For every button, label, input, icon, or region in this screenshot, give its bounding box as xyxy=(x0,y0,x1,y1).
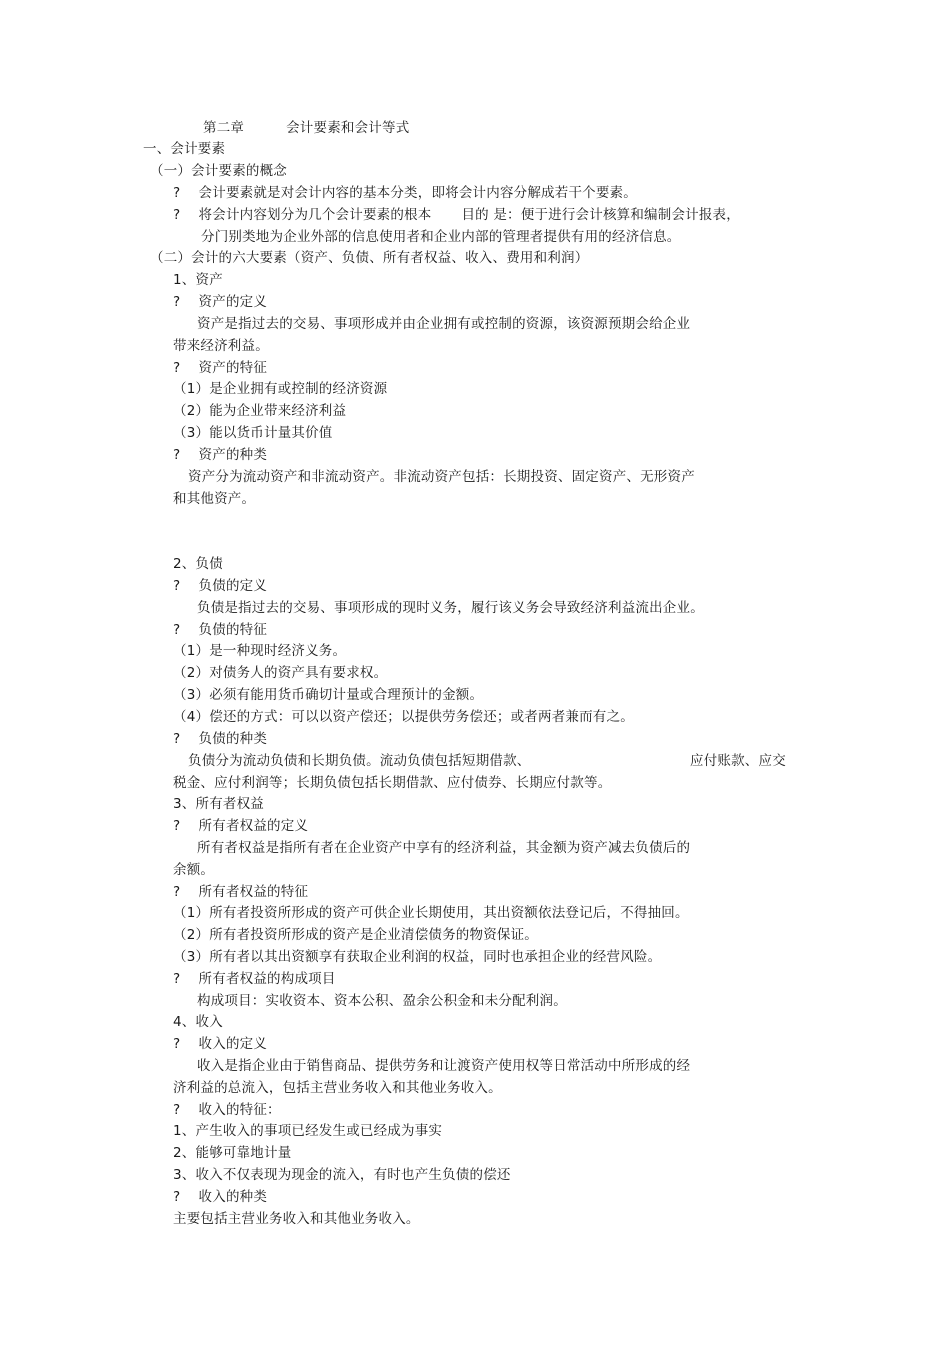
bullet-line: ? 收入的定义 xyxy=(173,1036,268,1052)
paragraph-line: 资产分为流动资产和非流动资产。非流动资产包括：长期投资、固定资产、无形资产 xyxy=(188,469,695,485)
item-heading: 2、负债 xyxy=(173,556,223,572)
bullet-line xyxy=(173,206,740,224)
chapter-name: 会计要素和会计等式 xyxy=(286,120,410,136)
list-item: （2）能为企业带来经济利益 xyxy=(173,403,347,419)
paragraph-line: 余额。 xyxy=(173,862,215,878)
paragraph-line: 济利益的总流入，包括主营业务收入和其他业务收入。 xyxy=(173,1080,502,1096)
bullet-text: ? 将会计内容划分为几个会计要素的根本 xyxy=(173,207,432,223)
bullet-line: ? 收入的特征： xyxy=(173,1102,281,1118)
item-heading: 4、收入 xyxy=(173,1014,223,1030)
bullet-line: ? 收入的种类 xyxy=(173,1189,268,1205)
bullet-line: ? 所有者权益的构成项目 xyxy=(173,971,336,987)
paragraph-line-tail: 应付账款、应交 xyxy=(690,753,786,769)
list-item: （3）能以货币计量其价值 xyxy=(173,425,333,441)
bullet-line: ? 资产的种类 xyxy=(173,447,268,463)
paragraph-line: 构成项目：实收资本、资本公积、盈余公积金和未分配利润。 xyxy=(197,993,567,1009)
bullet-line: ? 会计要素就是对会计内容的基本分类，即将会计内容分解成若干个要素。 xyxy=(173,185,637,201)
paragraph-line: 分门别类地为企业外部的信息使用者和企业内部的管理者提供有用的经济信息。 xyxy=(201,229,681,245)
bullet-text-continued: 目的 是：便于进行会计核算和编制会计报表， xyxy=(461,207,740,223)
bullet-line: ? 所有者权益的定义 xyxy=(173,818,309,834)
list-item: （2）对债务人的资产具有要求权。 xyxy=(173,665,388,681)
bullet-line: ? 资产的定义 xyxy=(173,294,268,310)
paragraph-line: 负债是指过去的交易、事项形成的现时义务，履行该义务会导致经济利益流出企业。 xyxy=(197,600,704,616)
subsection-heading: （二）会计的六大要素（资产、负债、所有者权益、收入、费用和利润） xyxy=(150,250,589,266)
bullet-line: ? 负债的定义 xyxy=(173,578,268,594)
list-item: （1）所有者投资所形成的资产可供企业长期使用，其出资额依法登记后，不得抽回。 xyxy=(173,905,689,921)
list-item: （1）是一种现时经济义务。 xyxy=(173,643,347,659)
paragraph-line: 税金、应付利润等；长期负债包括长期借款、应付债券、长期应付款等。 xyxy=(173,775,612,791)
list-item: （4）偿还的方式：可以以资产偿还；以提供劳务偿还；或者两者兼而有之。 xyxy=(173,709,634,725)
chapter-title xyxy=(203,119,409,137)
subsection-heading: （一）会计要素的概念 xyxy=(150,163,287,179)
item-heading: 3、所有者权益 xyxy=(173,796,264,812)
chapter-number: 第二章 xyxy=(203,120,245,136)
bullet-line: ? 资产的特征 xyxy=(173,360,268,376)
item-heading: 1、资产 xyxy=(173,272,223,288)
paragraph-line: 带来经济利益。 xyxy=(173,338,269,354)
paragraph-line: 所有者权益是指所有者在企业资产中享有的经济利益，其金额为资产减去负债后的 xyxy=(197,840,691,856)
list-item: 1、产生收入的事项已经发生或已经成为事实 xyxy=(173,1123,443,1139)
bullet-line: ? 负债的种类 xyxy=(173,731,268,747)
list-item: （3）必须有能用货币确切计量或合理预计的金额。 xyxy=(173,687,484,703)
bullet-line: ? 负债的特征 xyxy=(173,622,268,638)
paragraph-line: 和其他资产。 xyxy=(173,491,256,507)
paragraph-line: 负债分为流动负债和长期负债。流动负债包括短期借款、 xyxy=(188,753,531,769)
bullet-line: ? 所有者权益的特征 xyxy=(173,884,309,900)
list-item: （2）所有者投资所形成的资产是企业清偿债务的物资保证。 xyxy=(173,927,538,943)
list-item: 2、能够可靠地计量 xyxy=(173,1145,292,1161)
list-item: （3）所有者以其出资额享有获取企业利润的权益，同时也承担企业的经营风险。 xyxy=(173,949,662,965)
paragraph-line: 主要包括主营业务收入和其他业务收入。 xyxy=(173,1211,420,1227)
paragraph-line: 收入是指企业由于销售商品、提供劳务和让渡资产使用权等日常活动中所形成的经 xyxy=(197,1058,691,1074)
list-item: 3、收入不仅表现为现金的流入，有时也产生负债的偿还 xyxy=(173,1167,511,1183)
section-heading: 一、会计要素 xyxy=(143,141,226,157)
paragraph-line: 资产是指过去的交易、事项形成并由企业拥有或控制的资源，该资源预期会给企业 xyxy=(197,316,691,332)
list-item: （1）是企业拥有或控制的经济资源 xyxy=(173,381,388,397)
